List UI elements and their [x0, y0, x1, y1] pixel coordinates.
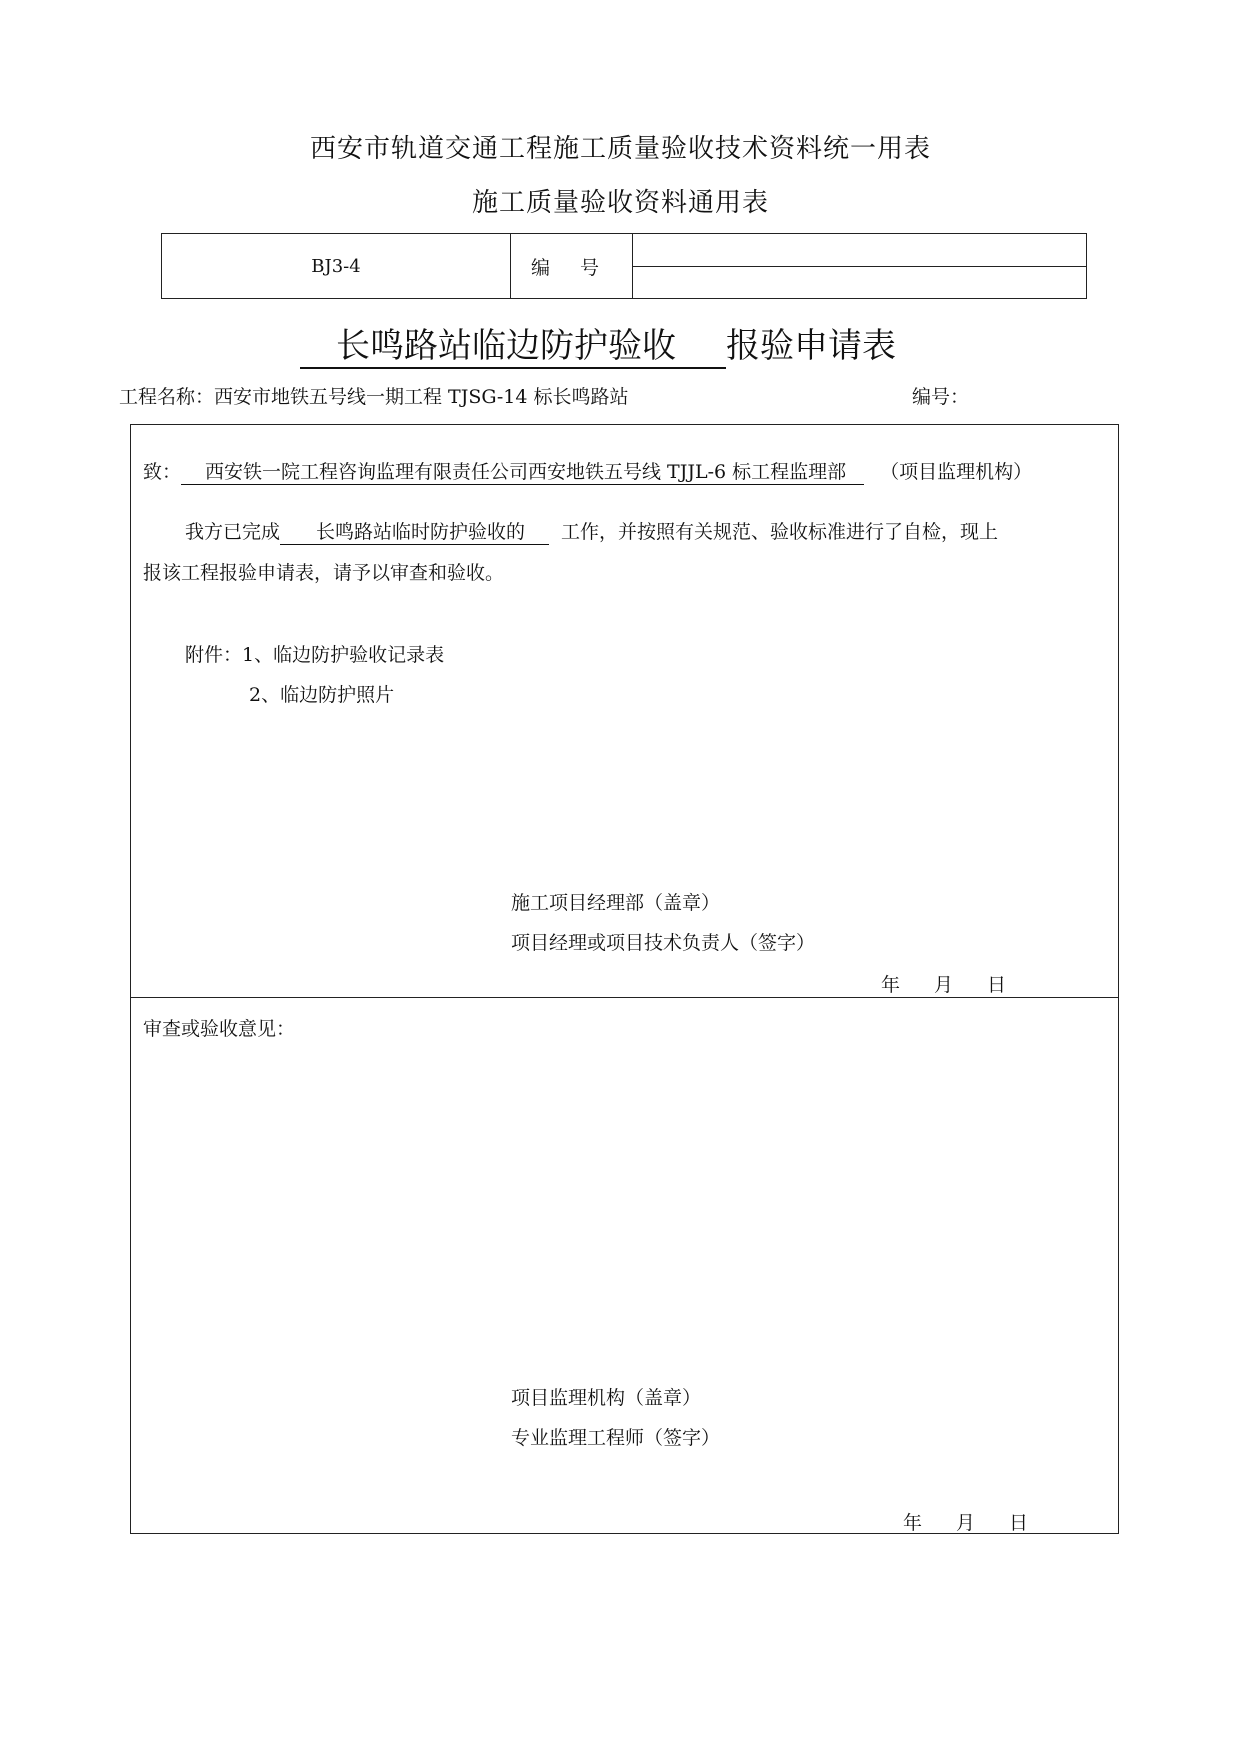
form-code-table	[161, 233, 1087, 299]
attachments-label: 附件：	[185, 644, 243, 666]
statement-prefix: 我方已完成	[185, 521, 281, 543]
form-title	[300, 318, 896, 369]
date-month: 月	[956, 1512, 976, 1534]
statement-line-1	[185, 517, 998, 544]
serial-number-label: 编号：	[912, 386, 970, 408]
date-month: 月	[934, 974, 954, 996]
recipient: 西安铁一院工程咨询监理有限责任公司西安地铁五号线 TJJL-6 标工程监理部	[181, 461, 864, 485]
date-day: 日	[987, 974, 1007, 996]
project-name-label: 工程名称：	[119, 386, 215, 408]
to-label: 致：	[143, 461, 182, 483]
project-name: 西安市地铁五号线一期工程 TJSG-14 标长鸣路站	[214, 386, 629, 408]
statement-suffix: 工作，并按照有关规范、验收标准进行了自检，现上	[561, 521, 999, 543]
attachment-1: 1、临边防护验收记录表	[242, 644, 445, 666]
completed-work: 长鸣路站临时防护验收的	[280, 521, 549, 545]
date-year: 年	[881, 974, 901, 996]
number-label: 编 号	[510, 234, 633, 298]
contractor-stamp-label: 施工项目经理部（盖章）	[511, 892, 721, 914]
attachment-2: 2、临边防护照片	[249, 684, 395, 706]
supervisor-stamp-label: 项目监理机构（盖章）	[511, 1387, 702, 1409]
supervisor-signer-label: 专业监理工程师（签字）	[511, 1427, 721, 1449]
recipient-suffix: （项目监理机构）	[880, 461, 1033, 483]
project-name-line	[119, 382, 629, 409]
form-code: BJ3-4	[162, 234, 511, 298]
application-date	[881, 970, 1040, 997]
attachments-line-1	[185, 640, 444, 667]
contractor-signer-label: 项目经理或项目技术负责人（签字）	[511, 932, 816, 954]
review-section	[130, 997, 1119, 1534]
date-day: 日	[1009, 1512, 1029, 1534]
form-title-subject: 长鸣路站临边防护验收	[300, 318, 726, 369]
document-subtitle: 施工质量验收资料通用表	[471, 188, 769, 218]
number-value-cell[interactable]	[632, 234, 1086, 267]
statement-line-2: 报该工程报验申请表，请予以审查和验收。	[143, 562, 505, 584]
form-title-suffix: 报验申请表	[726, 326, 896, 366]
date-year: 年	[903, 1512, 923, 1534]
application-section	[130, 424, 1119, 998]
recipient-line	[143, 457, 1032, 484]
document-title: 西安市轨道交通工程施工质量验收技术资料统一用表	[309, 134, 931, 164]
review-opinion-label: 审查或验收意见：	[143, 1018, 296, 1040]
review-date	[903, 1508, 1062, 1535]
